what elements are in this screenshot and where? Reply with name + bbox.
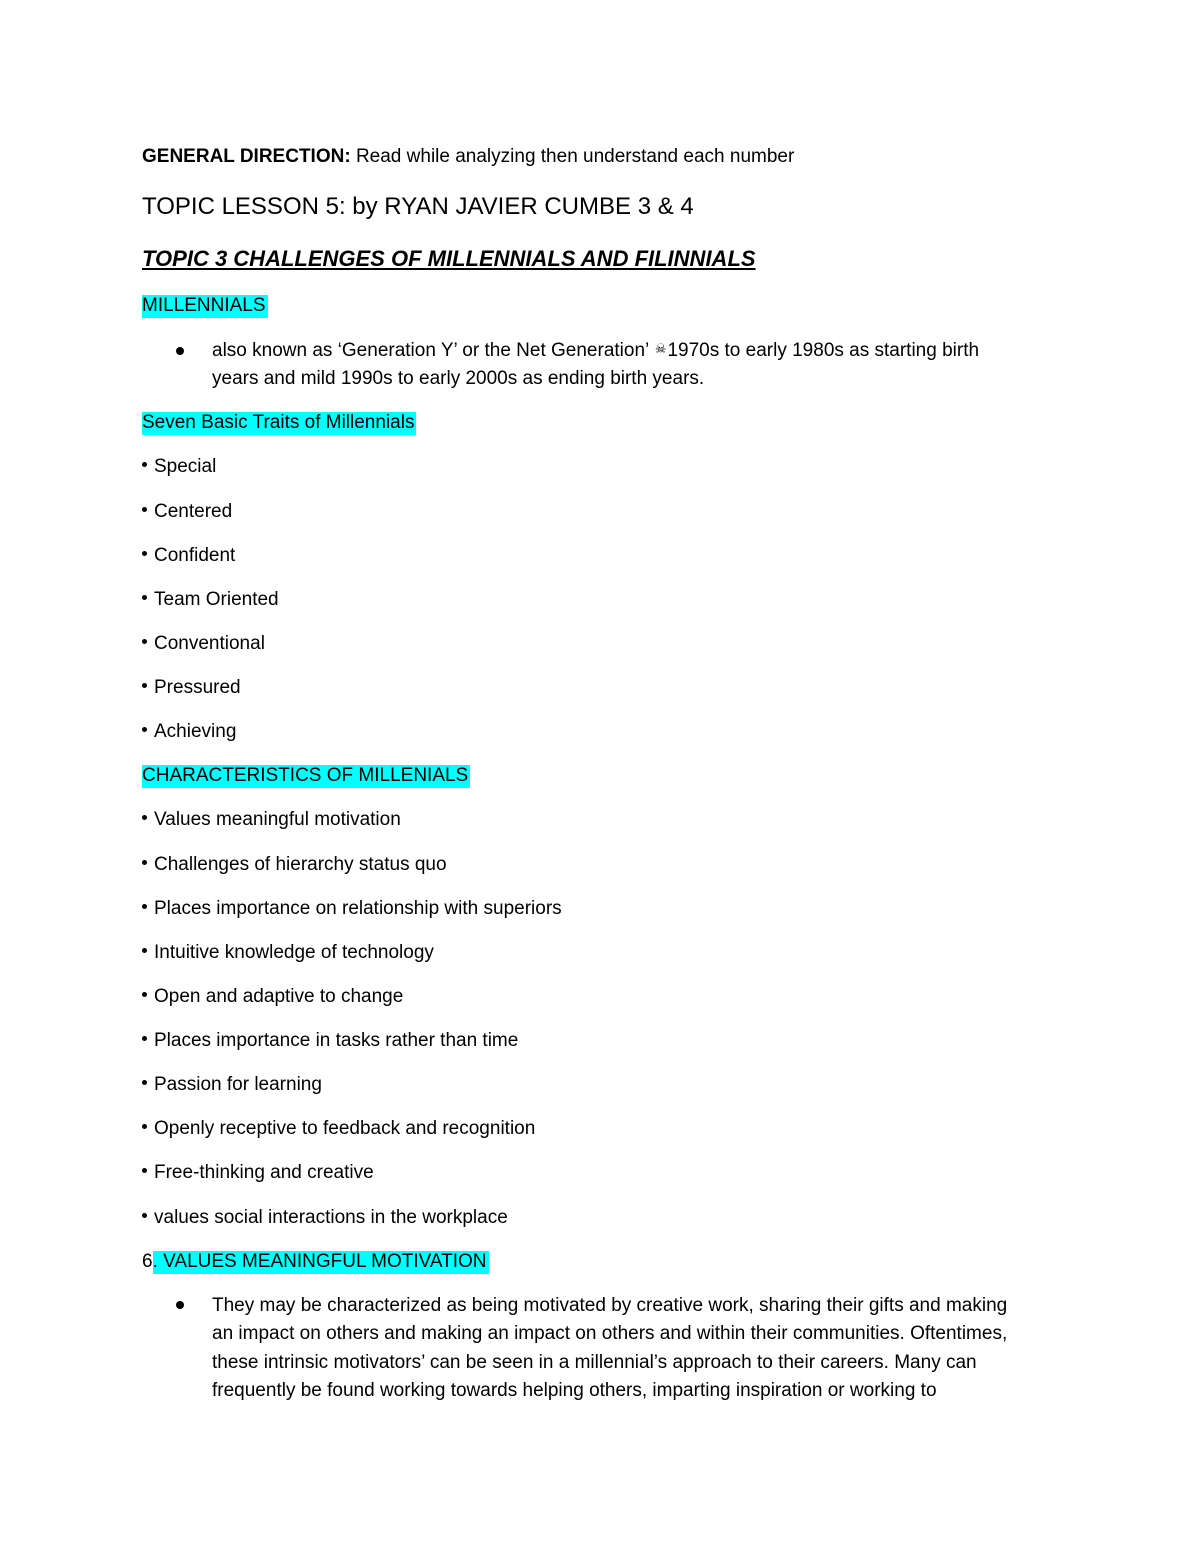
section6-heading xyxy=(142,1250,489,1274)
list-item xyxy=(142,588,279,612)
list-item-text: Team Oriented xyxy=(154,589,279,610)
bullet-icon xyxy=(142,551,147,556)
bullet-icon xyxy=(142,815,147,820)
characteristics-heading-text: CHARACTERISTICS OF MILLENIALS xyxy=(142,765,469,786)
bullet-icon xyxy=(142,462,147,467)
bullet-icon xyxy=(142,1036,147,1041)
list-item xyxy=(142,941,434,965)
traits-heading-text: Seven Basic Traits of Millennials xyxy=(142,412,415,433)
list-item xyxy=(142,1117,535,1141)
section6-number: 6 xyxy=(142,1251,153,1272)
list-item-text: Free-thinking and creative xyxy=(154,1162,374,1183)
list-item xyxy=(142,455,216,479)
millennials-heading xyxy=(142,294,268,318)
list-item xyxy=(142,897,562,921)
bullet-icon xyxy=(142,683,147,688)
list-item-text: Centered xyxy=(154,501,233,522)
topic3-heading: TOPIC 3 CHALLENGES OF MILLENNIALS AND FILINNIALS xyxy=(142,246,756,271)
list-item-text: Openly receptive to feedback and recognition xyxy=(154,1118,536,1139)
list-item-text: Pressured xyxy=(154,677,241,698)
bullet-icon xyxy=(176,347,184,355)
list-item-text: values social interactions in the workplace xyxy=(154,1207,508,1228)
millennials-bullet-text-a: also known as ‘Generation Y’ or the Net Generation’ xyxy=(212,340,654,361)
general-direction-label: GENERAL DIRECTION: xyxy=(142,146,351,167)
list-item xyxy=(142,676,241,700)
bullet-icon xyxy=(142,1124,147,1129)
list-item-text: Special xyxy=(154,456,217,477)
list-item xyxy=(142,632,265,656)
bullet-icon xyxy=(142,992,147,997)
millennials-bullet-line1 xyxy=(212,339,979,364)
millennials-bullet-line2: years and mild 1990s to early 2000s as ending birth years. xyxy=(212,368,705,389)
bullet-icon xyxy=(142,1213,147,1218)
list-item xyxy=(142,1206,508,1230)
list-item xyxy=(142,808,401,832)
paragraph-line: They may be characterized as being motivated by creative work, sharing their gifts and making xyxy=(212,1295,1008,1316)
millennials-heading-text: MILLENNIALS xyxy=(142,295,266,316)
list-item-text: Intuitive knowledge of technology xyxy=(154,942,434,963)
section6-heading-text: . VALUES MEANINGFUL MOTIVATION xyxy=(152,1251,487,1272)
list-item-text: Conventional xyxy=(154,633,265,654)
bullet-icon xyxy=(142,727,147,732)
bullet-icon xyxy=(176,1301,184,1309)
bullet-icon xyxy=(142,595,147,600)
list-item xyxy=(142,720,236,744)
paragraph-line: an impact on others and making an impact on others and within their communities. Oftentimes, xyxy=(212,1323,1008,1345)
bullet-icon xyxy=(142,1080,147,1085)
general-direction-text: Read while analyzing then understand each number xyxy=(350,146,795,167)
bullet-icon xyxy=(142,948,147,953)
bullet-icon xyxy=(142,1168,147,1173)
list-item xyxy=(142,1029,518,1053)
general-direction xyxy=(142,145,794,169)
millennials-bullet-text-b: 1970s to early 1980s as starting birth xyxy=(667,340,980,361)
list-item xyxy=(142,1161,374,1185)
bullet-icon xyxy=(142,507,147,512)
list-item xyxy=(142,985,403,1009)
list-item-text: Challenges of hierarchy status quo xyxy=(154,854,447,875)
skull-icon: ☠ xyxy=(654,341,667,356)
list-item-text: Values meaningful motivation xyxy=(154,809,401,830)
list-item-text: Achieving xyxy=(154,721,237,742)
bullet-icon xyxy=(142,639,147,644)
list-item-text: Passion for learning xyxy=(154,1074,322,1095)
section6-paragraph xyxy=(212,1292,1072,1406)
list-item-text: Confident xyxy=(154,545,236,566)
traits-heading xyxy=(142,411,416,435)
paragraph-line: frequently be found working towards helping others, imparting inspiration or working to xyxy=(212,1380,937,1402)
list-item-text: Places importance on relationship with superiors xyxy=(154,898,562,919)
list-item xyxy=(142,853,447,877)
paragraph-line: these intrinsic motivators’ can be seen in a millennial’s approach to their careers. Many can xyxy=(212,1351,977,1373)
list-item-text: Places importance in tasks rather than time xyxy=(154,1030,519,1051)
list-item xyxy=(142,500,232,524)
characteristics-heading xyxy=(142,764,470,788)
list-item-text: Open and adaptive to change xyxy=(154,986,404,1007)
list-item xyxy=(142,1073,322,1097)
topic-lesson-title: TOPIC LESSON 5: by RYAN JAVIER CUMBE 3 & 4 xyxy=(142,193,694,220)
list-item xyxy=(142,544,235,568)
bullet-icon xyxy=(142,860,147,865)
bullet-icon xyxy=(142,904,147,909)
